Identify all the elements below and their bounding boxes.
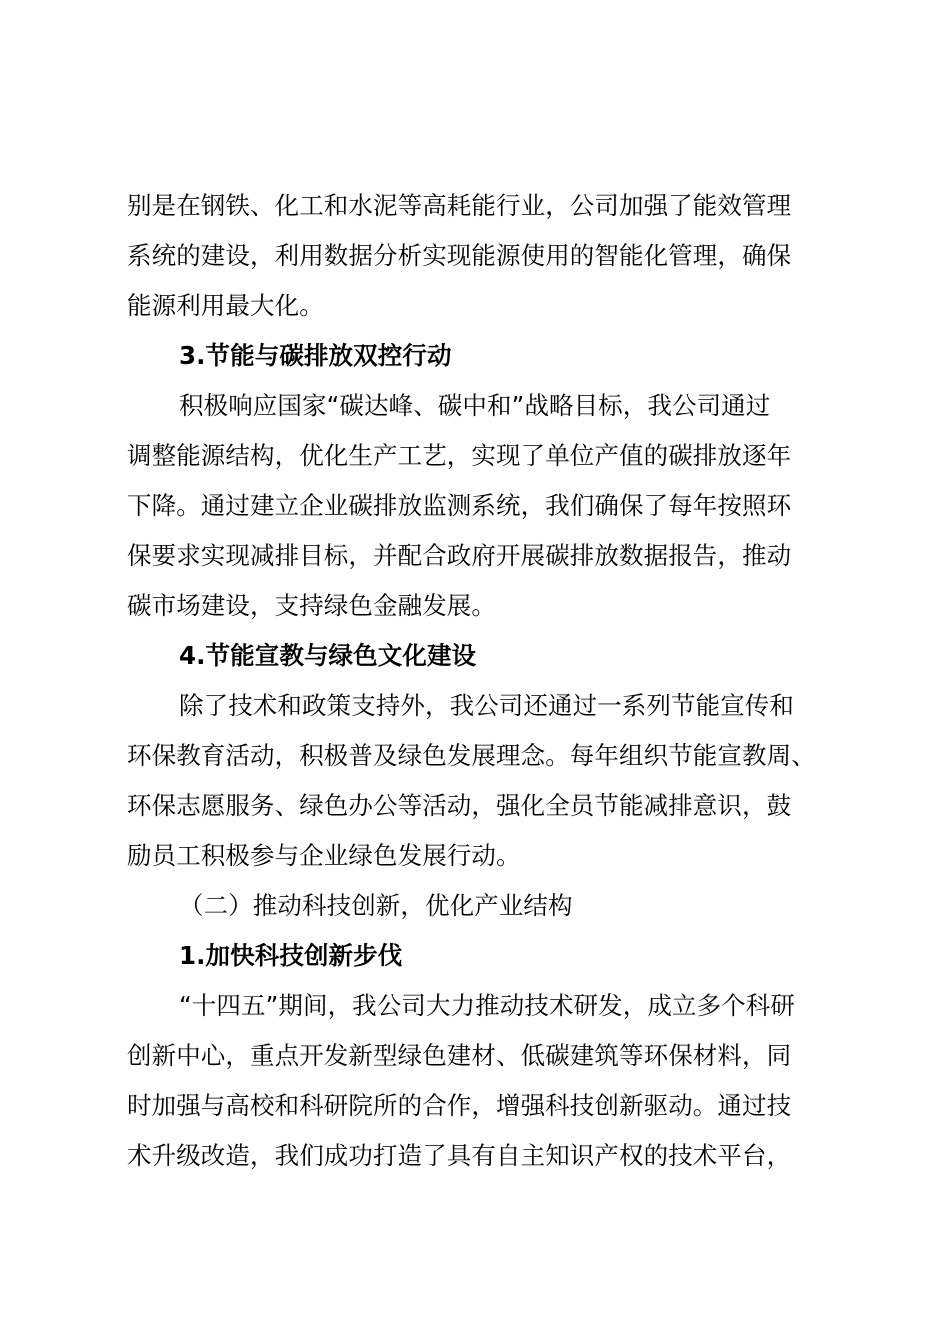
text-line: 系统的建设，利用数据分析实现能源使用的智能化管理，确保 (127, 241, 792, 270)
text-line: 创新中心，重点开发新型绿色建材、低碳建筑等环保材料，同 (127, 1041, 792, 1070)
text-line: “十四五”期间，我公司大力推动技术研发，成立多个科研 (179, 991, 795, 1020)
text-line: 能源利用最大化。 (127, 291, 324, 320)
document-body (127, 181, 833, 1181)
section-heading-tech-innovation: （二）推动科技创新，优化产业结构 (179, 891, 573, 920)
text-line: 术升级改造，我们成功打造了具有自主知识产权的技术平台， (127, 1141, 792, 1170)
text-line: 调整能源结构，优化生产工艺，实现了单位产值的碳排放逐年 (127, 441, 792, 470)
heading-energy-education-green-culture: 4.节能宣教与绿色文化建设 (179, 641, 477, 670)
text-line: 环保教育活动，积极普及绿色发展理念。每年组织节能宣教周、 (127, 741, 816, 770)
text-line: 环保志愿服务、绿色办公等活动，强化全员节能减排意识，鼓 (127, 791, 792, 820)
text-line: 碳市场建设，支持绿色金融发展。 (127, 591, 496, 620)
text-line: 保要求实现减排目标，并配合政府开展碳排放数据报告，推动 (127, 541, 792, 570)
heading-accelerate-innovation: 1.加快科技创新步伐 (179, 941, 403, 970)
text-line: 下降。通过建立企业碳排放监测系统，我们确保了每年按照环 (127, 491, 792, 520)
heading-energy-carbon-dual-control: 3.节能与碳排放双控行动 (179, 341, 452, 370)
text-line: 积极响应国家“碳达峰、碳中和”战略目标，我公司通过 (179, 391, 771, 420)
text-line: 励员工积极参与企业绿色发展行动。 (127, 841, 521, 870)
text-line: 除了技术和政策支持外，我公司还通过一系列节能宣传和 (179, 691, 794, 720)
text-line: 别是在钢铁、化工和水泥等高耗能行业，公司加强了能效管理 (127, 191, 792, 220)
text-line: 时加强与高校和科研院所的合作，增强科技创新驱动。通过技 (127, 1091, 792, 1120)
